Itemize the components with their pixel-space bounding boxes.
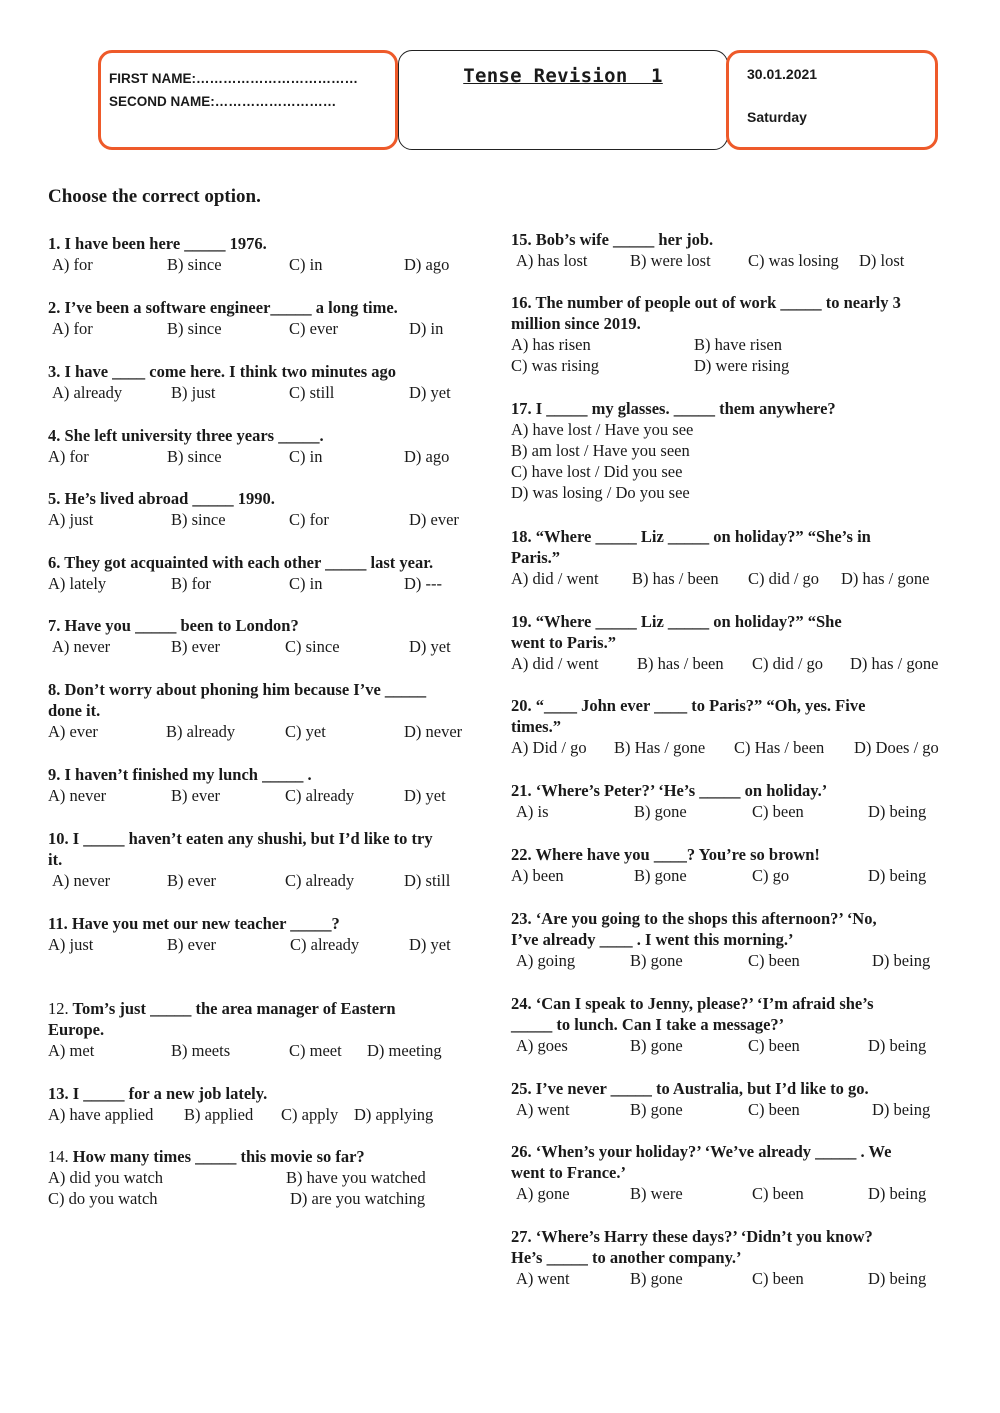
question-2 bbox=[48, 297, 444, 339]
question-17 bbox=[511, 398, 836, 503]
question-12 bbox=[48, 998, 442, 1061]
option-a[interactable]: A) for bbox=[52, 255, 93, 274]
question-6 bbox=[48, 552, 443, 594]
option-a[interactable]: A) been bbox=[511, 866, 564, 885]
question-stem: 18. “Where _____ Liz _____ on holiday?” “She’s in bbox=[511, 527, 871, 546]
question-stem: 3. I have ____ come here. I think two minutes ago bbox=[48, 362, 397, 381]
option-d[interactable]: D) being bbox=[872, 951, 931, 970]
question-stem: 8. Don’t worry about phoning him because I’ve _____ bbox=[48, 680, 427, 699]
option-c[interactable]: C) for bbox=[289, 510, 329, 529]
question-stem-cont: times.” bbox=[511, 717, 561, 736]
question-4 bbox=[48, 425, 450, 467]
question-number: 12. bbox=[48, 999, 69, 1018]
option-b[interactable]: B) gone bbox=[630, 1269, 683, 1288]
date-box bbox=[726, 50, 938, 150]
option-b[interactable]: B) have you watched bbox=[286, 1168, 426, 1187]
question-11 bbox=[48, 913, 451, 955]
option-b[interactable]: B) gone bbox=[634, 866, 687, 885]
question-stem-cont: _____ to lunch. Can I take a message?’ bbox=[511, 1015, 785, 1034]
option-a[interactable]: A) never bbox=[52, 637, 111, 656]
question-stem: 15. Bob’s wife _____ her job. bbox=[511, 230, 714, 249]
question-27 bbox=[511, 1226, 927, 1289]
option-b[interactable]: B) for bbox=[171, 574, 211, 593]
option-d[interactable]: D) never bbox=[404, 722, 463, 741]
question-stem: 7. Have you _____ been to London? bbox=[48, 616, 299, 635]
option-c[interactable]: C) in bbox=[289, 574, 323, 593]
question-stem-cont: I’ve already ____ . I went this morning.’ bbox=[511, 930, 794, 949]
question-stem-cont: done it. bbox=[48, 701, 101, 720]
question-stem-cont: million since 2019. bbox=[511, 314, 641, 333]
option-a[interactable]: A) for bbox=[52, 319, 93, 338]
option-a[interactable]: A) have lost / Have you see bbox=[511, 420, 694, 439]
option-b[interactable]: B) ever bbox=[167, 871, 217, 890]
question-stem: 19. “Where _____ Liz _____ on holiday?” “She bbox=[511, 612, 842, 631]
question-stem: 9. I haven’t finished my lunch _____ . bbox=[48, 765, 312, 784]
option-d[interactable]: D) --- bbox=[404, 574, 443, 593]
question-stem: 1. I have been here _____ 1976. bbox=[48, 234, 267, 253]
option-d[interactable]: D) applying bbox=[354, 1105, 434, 1124]
question-stem: Tom’s just _____ the area manager of Eastern bbox=[68, 999, 396, 1018]
option-b[interactable]: B) has / been bbox=[632, 569, 719, 588]
name-box bbox=[98, 50, 398, 150]
option-b[interactable]: B) gone bbox=[634, 802, 687, 821]
option-a[interactable]: A) never bbox=[48, 786, 107, 805]
option-d[interactable]: D) meeting bbox=[367, 1041, 442, 1060]
question-number: 14. bbox=[48, 1147, 69, 1166]
option-c[interactable]: C) been bbox=[752, 1269, 804, 1288]
option-c[interactable]: C) was rising bbox=[511, 356, 599, 375]
option-c[interactable]: C) have lost / Did you see bbox=[511, 462, 683, 481]
option-c[interactable]: C) meet bbox=[289, 1041, 342, 1060]
question-stem: How many times _____ this movie so far? bbox=[68, 1147, 365, 1166]
question-13 bbox=[48, 1083, 434, 1125]
option-d[interactable]: D) being bbox=[868, 1269, 927, 1288]
option-a[interactable]: A) did / went bbox=[511, 654, 599, 673]
option-c[interactable]: C) still bbox=[289, 383, 335, 402]
first-name-label: FIRST NAME:……………………………… bbox=[109, 71, 358, 86]
option-d[interactable]: D) being bbox=[868, 1184, 927, 1203]
date-text: 30.01.2021 bbox=[747, 66, 818, 82]
option-c[interactable]: C) been bbox=[752, 1184, 804, 1203]
question-stem: 23. ‘Are you going to the shops this afternoon?’ ‘No, bbox=[511, 909, 877, 928]
question-stem-cont: went to Paris.” bbox=[511, 633, 616, 652]
option-d[interactable]: D) being bbox=[868, 1036, 927, 1055]
question-stem: 17. I _____ my glasses. _____ them anywhere? bbox=[511, 399, 836, 418]
question-stem-cont: He’s _____ to another company.’ bbox=[511, 1248, 742, 1267]
question-stem-cont: Paris.” bbox=[511, 548, 561, 567]
question-19 bbox=[511, 611, 939, 674]
option-b[interactable]: B) am lost / Have you seen bbox=[511, 441, 690, 460]
option-a[interactable]: A) has risen bbox=[511, 335, 591, 354]
option-a[interactable]: A) is bbox=[516, 802, 549, 821]
question-stem: 13. I _____ for a new job lately. bbox=[48, 1084, 268, 1103]
question-16 bbox=[511, 292, 901, 376]
question-18 bbox=[511, 526, 930, 589]
option-c[interactable]: C) been bbox=[748, 1036, 800, 1055]
question-21 bbox=[511, 780, 927, 822]
option-b[interactable]: B) were lost bbox=[630, 251, 711, 270]
option-d[interactable]: D) yet bbox=[409, 383, 451, 402]
option-b[interactable]: B) Has / gone bbox=[614, 738, 706, 757]
question-14 bbox=[48, 1146, 426, 1209]
option-c[interactable]: C) did / go bbox=[748, 569, 820, 588]
question-stem-cont: it. bbox=[48, 850, 63, 869]
option-d[interactable]: D) in bbox=[409, 319, 444, 338]
option-d[interactable]: D) lost bbox=[859, 251, 905, 270]
option-d[interactable]: D) are you watching bbox=[290, 1189, 426, 1208]
option-b[interactable]: B) applied bbox=[184, 1105, 254, 1124]
question-stem: 26. ‘When’s your holiday?’ ‘We’ve already _____ . We bbox=[511, 1142, 892, 1161]
option-b[interactable]: B) since bbox=[171, 510, 226, 529]
question-24 bbox=[511, 993, 927, 1056]
option-b[interactable]: B) just bbox=[171, 383, 216, 402]
option-a[interactable]: A) went bbox=[516, 1269, 570, 1288]
question-20 bbox=[511, 695, 939, 758]
option-d[interactable]: D) being bbox=[868, 866, 927, 885]
option-c[interactable]: C) ever bbox=[289, 319, 339, 338]
instruction: Choose the correct option. bbox=[48, 186, 261, 207]
question-5 bbox=[48, 488, 459, 530]
option-c[interactable]: C) been bbox=[748, 951, 800, 970]
option-a[interactable]: A) for bbox=[48, 447, 89, 466]
question-stem: 27. ‘Where’s Harry these days?’ ‘Didn’t you know? bbox=[511, 1227, 873, 1246]
option-b[interactable]: B) gone bbox=[630, 951, 683, 970]
option-a[interactable]: A) did / went bbox=[511, 569, 599, 588]
option-c[interactable]: C) in bbox=[289, 255, 323, 274]
option-c[interactable]: C) go bbox=[752, 866, 790, 885]
option-a[interactable]: A) has lost bbox=[516, 251, 588, 270]
question-8 bbox=[48, 679, 463, 742]
option-b[interactable]: B) ever bbox=[171, 637, 221, 656]
question-10 bbox=[48, 828, 451, 891]
title-box bbox=[398, 50, 728, 150]
option-a[interactable]: A) ever bbox=[48, 722, 98, 741]
option-b[interactable]: B) already bbox=[166, 722, 236, 741]
option-d[interactable]: D) has / gone bbox=[850, 654, 939, 673]
option-a[interactable]: A) have applied bbox=[48, 1105, 154, 1124]
option-b[interactable]: B) ever bbox=[171, 786, 221, 805]
option-a[interactable]: A) already bbox=[52, 383, 123, 402]
question-25 bbox=[511, 1078, 931, 1120]
option-a[interactable]: A) just bbox=[48, 510, 94, 529]
question-stem: 24. ‘Can I speak to Jenny, please?’ ‘I’m afraid she’s bbox=[511, 994, 874, 1013]
option-a[interactable]: A) just bbox=[48, 935, 94, 954]
option-d[interactable]: D) were rising bbox=[694, 356, 790, 375]
option-c[interactable]: C) did / go bbox=[752, 654, 824, 673]
option-b[interactable]: B) since bbox=[167, 255, 222, 274]
question-stem: 21. ‘Where’s Peter?’ ‘He’s _____ on holiday.’ bbox=[511, 781, 828, 800]
option-d[interactable]: D) yet bbox=[409, 637, 451, 656]
option-d[interactable]: D) was losing / Do you see bbox=[511, 483, 690, 502]
option-c[interactable]: C) already bbox=[285, 786, 355, 805]
option-c[interactable]: C) was losing bbox=[748, 251, 839, 270]
question-7 bbox=[48, 615, 451, 657]
option-c[interactable]: C) since bbox=[285, 637, 340, 656]
option-d[interactable]: D) has / gone bbox=[841, 569, 930, 588]
option-c[interactable]: C) already bbox=[290, 935, 360, 954]
option-d[interactable]: D) ago bbox=[404, 447, 450, 466]
question-stem: 11. Have you met our new teacher _____? bbox=[48, 914, 340, 933]
option-c[interactable]: C) Has / been bbox=[734, 738, 825, 757]
question-stem: 22. Where have you ____? You’re so brown! bbox=[511, 845, 820, 864]
option-a[interactable]: A) going bbox=[516, 951, 576, 970]
question-stem-cont: Europe. bbox=[48, 1020, 105, 1039]
question-26 bbox=[511, 1141, 927, 1204]
option-d[interactable]: D) still bbox=[404, 871, 451, 890]
option-c[interactable]: C) in bbox=[289, 447, 323, 466]
option-a[interactable]: A) met bbox=[48, 1041, 95, 1060]
question-stem-cont: went to France.’ bbox=[511, 1163, 627, 1182]
option-b[interactable]: B) gone bbox=[630, 1100, 683, 1119]
question-22 bbox=[511, 844, 927, 886]
option-b[interactable]: B) gone bbox=[630, 1036, 683, 1055]
question-3 bbox=[48, 361, 451, 403]
question-stem: 25. I’ve never _____ to Australia, but I’d like to go. bbox=[511, 1079, 869, 1098]
option-c[interactable]: C) been bbox=[748, 1100, 800, 1119]
option-b[interactable]: B) ever bbox=[167, 935, 217, 954]
option-a[interactable]: A) did you watch bbox=[48, 1168, 164, 1187]
question-15 bbox=[511, 229, 905, 271]
question-9 bbox=[48, 764, 446, 806]
question-stem: 2. I’ve been a software engineer_____ a long time. bbox=[48, 298, 398, 317]
option-c[interactable]: C) apply bbox=[281, 1105, 339, 1124]
question-stem: 10. I _____ haven’t eaten any shushi, but I’d like to try bbox=[48, 829, 433, 848]
question-23 bbox=[511, 908, 931, 971]
option-d[interactable]: D) Does / go bbox=[854, 738, 939, 757]
option-d[interactable]: D) ago bbox=[404, 255, 450, 274]
option-d[interactable]: D) being bbox=[868, 802, 927, 821]
question-stem: 4. She left university three years _____. bbox=[48, 426, 324, 445]
option-c[interactable]: C) yet bbox=[285, 722, 326, 741]
option-a[interactable]: A) lately bbox=[48, 574, 107, 593]
option-a[interactable]: A) gone bbox=[516, 1184, 570, 1203]
second-name-label: SECOND NAME:……………………… bbox=[109, 94, 337, 109]
option-c[interactable]: C) been bbox=[752, 802, 804, 821]
option-d[interactable]: D) being bbox=[872, 1100, 931, 1119]
option-b[interactable]: B) since bbox=[167, 447, 222, 466]
option-c[interactable]: C) already bbox=[285, 871, 355, 890]
day-text: Saturday bbox=[747, 109, 807, 125]
option-b[interactable]: B) since bbox=[167, 319, 222, 338]
option-c[interactable]: C) do you watch bbox=[48, 1189, 158, 1208]
option-a[interactable]: A) never bbox=[52, 871, 111, 890]
question-stem: 5. He’s lived abroad _____ 1990. bbox=[48, 489, 275, 508]
option-b[interactable]: B) were bbox=[630, 1184, 683, 1203]
option-b[interactable]: B) have risen bbox=[694, 335, 782, 354]
option-a[interactable]: A) Did / go bbox=[511, 738, 587, 757]
option-a[interactable]: A) went bbox=[516, 1100, 570, 1119]
option-b[interactable]: B) has / been bbox=[637, 654, 724, 673]
page-title: Tense Revision 1 bbox=[463, 65, 663, 87]
question-stem: 20. “____ John ever ____ to Paris?” “Oh, yes. Five bbox=[511, 696, 866, 715]
question-1 bbox=[48, 233, 450, 275]
question-stem: 6. They got acquainted with each other _____ last year. bbox=[48, 553, 434, 572]
option-d[interactable]: D) yet bbox=[409, 935, 451, 954]
option-d[interactable]: D) yet bbox=[404, 786, 446, 805]
question-stem: 16. The number of people out of work _____ to nearly 3 bbox=[511, 293, 901, 312]
option-a[interactable]: A) goes bbox=[516, 1036, 568, 1055]
option-d[interactable]: D) ever bbox=[409, 510, 459, 529]
option-b[interactable]: B) meets bbox=[171, 1041, 231, 1060]
